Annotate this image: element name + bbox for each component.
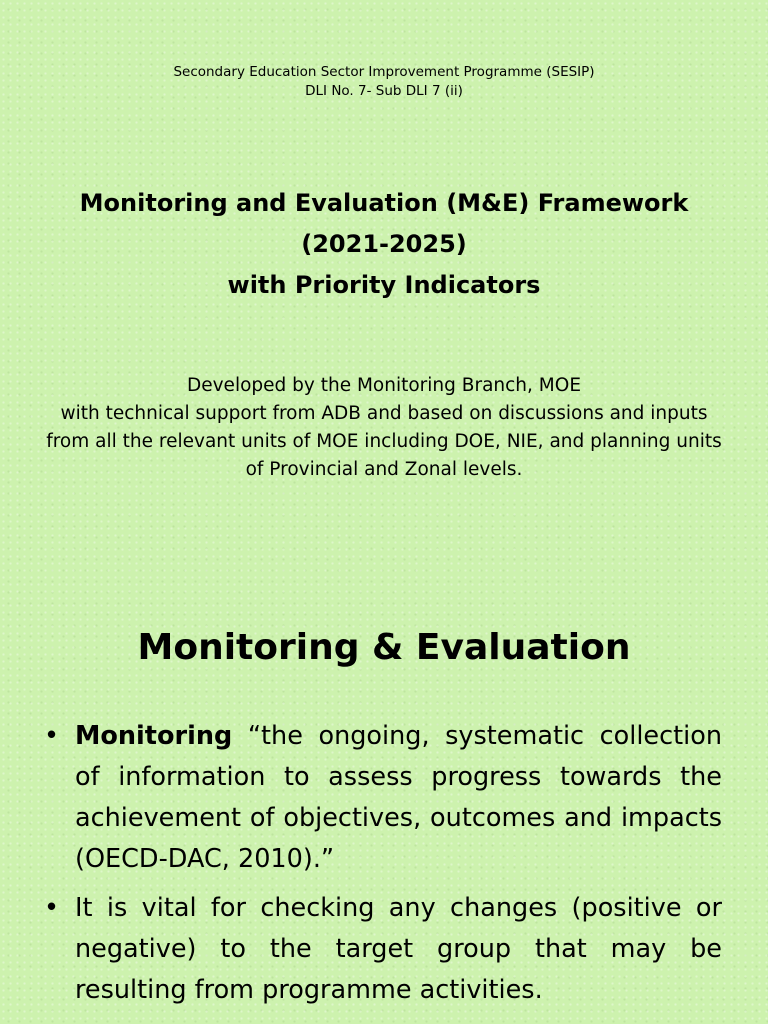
bullet-icon: • [44, 721, 60, 751]
technical-support-line: with technical support from ADB and based on discussions and inputs from all the relevant units of MOE including DOE, NIE, and planning units of Provincial and Zonal levels. [46, 403, 722, 480]
programme-header [0, 63, 768, 101]
dli-reference: DLI No. 7- Sub DLI 7 (ii) [305, 83, 463, 99]
list-item [44, 888, 722, 1011]
title-line-2: (2021-2025) [301, 230, 467, 258]
developed-by-line: Developed by the Monitoring Branch, MOE [186, 375, 582, 396]
bullet-text: “the ongoing, systematic collection of information to assess progress towards the achievement of objectives, outcomes and impacts (OECD-DAC, 2010).” [75, 721, 722, 874]
title-line-3: with Priority Indicators [227, 271, 541, 299]
bullet-term: Monitoring [75, 721, 233, 751]
bullet-text: It is vital for checking any changes (positive or negative) to the target group that may be resulting from programme activities. [75, 893, 722, 1005]
title-line-1: Monitoring and Evaluation (M&E) Framework [79, 189, 689, 217]
section-title: Monitoring & Evaluation [137, 627, 631, 668]
bullet-icon: • [44, 893, 60, 923]
document-title [0, 183, 768, 306]
bullet-list [44, 716, 722, 1019]
list-item [44, 716, 722, 880]
developed-by-statement [40, 372, 728, 484]
programme-name: Secondary Education Sector Improvement Programme (SESIP) [173, 64, 595, 80]
